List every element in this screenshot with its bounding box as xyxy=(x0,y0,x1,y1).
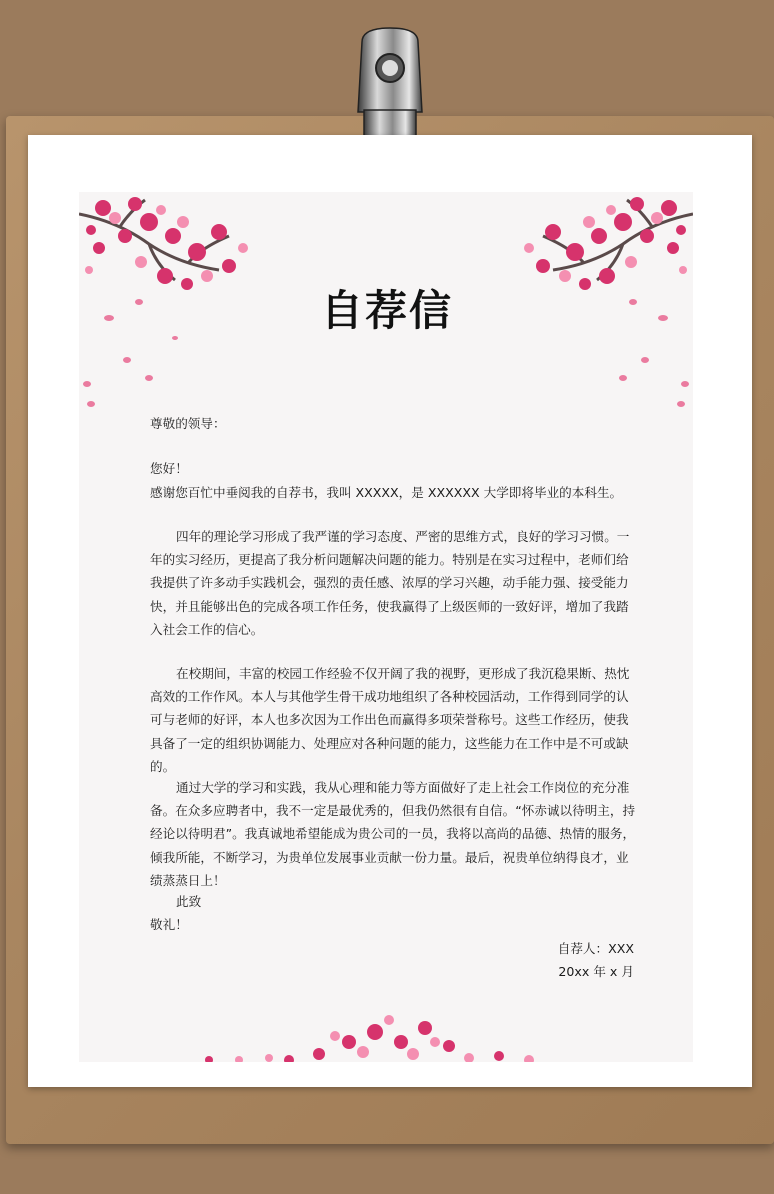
paragraph-1: 四年的理论学习形成了我严谨的学习态度、严密的思维方式，良好的学习习惯。一年的实习经历，更提高了我分析问题解决问题的能力。特别是在实习过程中，老师们给我提供了许多动手实践机会，强烈的责任感、浓厚的学习兴趣，动手能力强、接受能力快，并且能够出色的完成各项工作任务，使我赢得了上级医师的一致好评，增加了我踏入社会工作的信心。 xyxy=(150,529,630,637)
greeting: 您好！ xyxy=(150,461,188,476)
paragraph-3: 通过大学的学习和实践，我从心理和能力等方面做好了走上社会工作岗位的充分准备。在众多应聘者中，我不一定是最优秀的，但我仍然很有自信。“怀赤诚以待明主，持经论以待明君”。我真诚地希望能成为贵公司的一员，我将以高尚的品德、热情的服务，倾我所能，不断学习，为贵单位发展事业贡献一份力量。最后，祝贵单位纳得良才，业绩蒸蒸日上！ xyxy=(150,780,636,888)
signature: 自荐人：XXX xyxy=(557,941,634,956)
paragraph-2: 在校期间，丰富的校园工作经验不仅开阔了我的视野，更形成了我沉稳果断、热忱高效的工作作风。本人与其他学生骨干成功地组织了各种校园活动，工作得到同学的认可与老师的好评，本人也多次因为工作出色而赢得多项荣誉称号。这些工作经历，使我具备了一定的组织协调能力、处理应对各种问题的能力，这些能力在工作中是不可或缺的。 xyxy=(150,666,630,774)
letter-title: 自荐信 xyxy=(320,286,453,335)
cherry-blossom-bottom-icon xyxy=(169,1002,609,1062)
date: 20xx 年 x 月 xyxy=(558,964,634,979)
closing-line-1: 此致 xyxy=(176,894,202,909)
intro-paragraph: 感谢您百忙中垂阅我的自荐书，我叫 XXXXX，是 XXXXXX 大学即将毕业的本科生。 xyxy=(150,485,623,500)
salutation: 尊敬的领导： xyxy=(150,416,226,431)
closing-line-2: 敬礼！ xyxy=(150,917,188,932)
